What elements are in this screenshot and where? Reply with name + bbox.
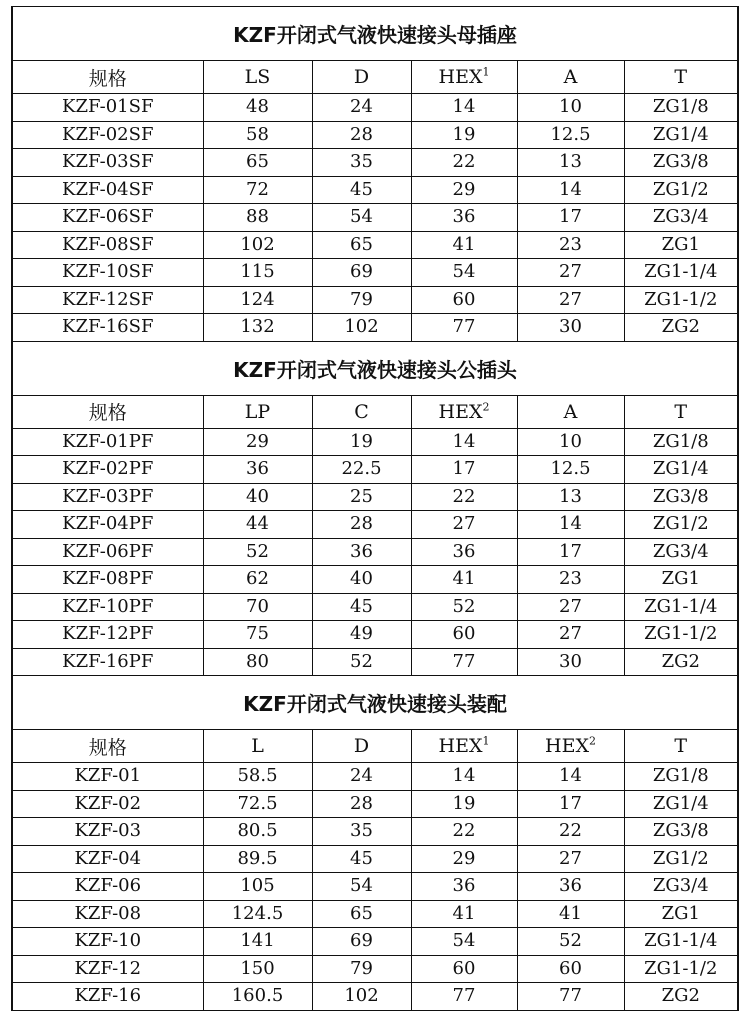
column-header (12, 395, 203, 428)
table-row (12, 566, 738, 594)
model-cell: KZF-02 (12, 790, 203, 818)
column-header-superscript: 2 (482, 400, 490, 414)
value-cell: 10 (517, 94, 624, 122)
value-cell: ZG1-1/4 (624, 593, 738, 621)
value-cell: ZG1-1/2 (624, 955, 738, 983)
value-cell: 41 (411, 231, 517, 259)
value-cell: 75 (203, 621, 312, 649)
value-cell: 44 (203, 511, 312, 539)
table-row (12, 983, 738, 1011)
column-header-superscript: 2 (588, 734, 596, 748)
value-cell: ZG1/8 (624, 428, 738, 456)
value-cell: 102 (203, 231, 312, 259)
value-cell: 19 (312, 428, 411, 456)
value-cell: ZG2 (624, 983, 738, 1011)
value-cell: ZG1/4 (624, 121, 738, 149)
value-cell: 89.5 (203, 845, 312, 873)
model-cell: KZF-08PF (12, 566, 203, 594)
value-cell: 28 (312, 790, 411, 818)
value-cell: 14 (517, 511, 624, 539)
model-cell: KZF-01 (12, 763, 203, 791)
column-header (203, 730, 312, 763)
value-cell: 52 (411, 593, 517, 621)
value-cell: 54 (312, 204, 411, 232)
value-cell: 23 (517, 231, 624, 259)
value-cell: 58.5 (203, 763, 312, 791)
value-cell: 17 (517, 538, 624, 566)
value-cell: 54 (411, 928, 517, 956)
value-cell: 60 (411, 286, 517, 314)
column-header-label: A (563, 400, 578, 423)
column-header-superscript: 1 (482, 65, 490, 79)
column-header (411, 395, 517, 428)
value-cell: 52 (312, 648, 411, 676)
value-cell: ZG1-1/2 (624, 286, 738, 314)
value-cell: ZG2 (624, 314, 738, 342)
model-cell: KZF-16SF (12, 314, 203, 342)
value-cell: 40 (203, 483, 312, 511)
value-cell: 80 (203, 648, 312, 676)
value-cell: 19 (411, 790, 517, 818)
value-cell: 60 (411, 621, 517, 649)
column-header (312, 395, 411, 428)
column-header-label: HEX (438, 735, 483, 757)
value-cell: 36 (411, 538, 517, 566)
value-cell: ZG1 (624, 566, 738, 594)
value-cell: 80.5 (203, 818, 312, 846)
model-cell: KZF-04PF (12, 511, 203, 539)
value-cell: ZG1/8 (624, 763, 738, 791)
column-header (624, 395, 738, 428)
value-cell: 65 (312, 231, 411, 259)
column-header-label: LP (244, 400, 271, 423)
value-cell: 48 (203, 94, 312, 122)
header-row (12, 395, 738, 428)
value-cell: 14 (517, 763, 624, 791)
value-cell: 62 (203, 566, 312, 594)
value-cell: 45 (312, 176, 411, 204)
value-cell: 28 (312, 511, 411, 539)
model-cell: KZF-03PF (12, 483, 203, 511)
value-cell: ZG1/2 (624, 176, 738, 204)
table-row (12, 790, 738, 818)
value-cell: 41 (411, 566, 517, 594)
table-row (12, 818, 738, 846)
value-cell: 41 (411, 900, 517, 928)
table-row (12, 873, 738, 901)
value-cell: ZG3/4 (624, 538, 738, 566)
value-cell: 23 (517, 566, 624, 594)
column-header-label: T (674, 400, 688, 423)
value-cell: 29 (411, 845, 517, 873)
value-cell: 10 (517, 428, 624, 456)
section-title: KZF开闭式气液快速接头母插座 (12, 7, 738, 61)
model-cell: KZF-04 (12, 845, 203, 873)
column-header (203, 61, 312, 94)
value-cell: ZG1-1/4 (624, 259, 738, 287)
column-header-label: HEX (438, 66, 483, 88)
column-header (624, 61, 738, 94)
value-cell: ZG1 (624, 231, 738, 259)
value-cell: 72 (203, 176, 312, 204)
value-cell: 105 (203, 873, 312, 901)
table-row (12, 204, 738, 232)
value-cell: 54 (411, 259, 517, 287)
value-cell: 24 (312, 763, 411, 791)
value-cell: ZG1 (624, 900, 738, 928)
table-row (12, 483, 738, 511)
table-row (12, 94, 738, 122)
value-cell: 79 (312, 286, 411, 314)
column-header (312, 730, 411, 763)
model-cell: KZF-08SF (12, 231, 203, 259)
column-header-label: HEX (545, 735, 589, 757)
value-cell: 13 (517, 149, 624, 177)
value-cell: 35 (312, 818, 411, 846)
model-cell: KZF-01SF (12, 94, 203, 122)
value-cell: 36 (411, 873, 517, 901)
model-cell: KZF-12SF (12, 286, 203, 314)
value-cell: 14 (411, 428, 517, 456)
table-row (12, 763, 738, 791)
spec-table (11, 6, 739, 1011)
value-cell: 36 (411, 204, 517, 232)
value-cell: 141 (203, 928, 312, 956)
column-header (411, 730, 517, 763)
value-cell: 30 (517, 314, 624, 342)
value-cell: 17 (517, 204, 624, 232)
value-cell: 30 (517, 648, 624, 676)
value-cell: ZG1-1/2 (624, 621, 738, 649)
section-title: KZF开闭式气液快速接头装配 (12, 676, 738, 730)
spec-sheet (11, 6, 737, 1011)
column-header (203, 395, 312, 428)
value-cell: 29 (411, 176, 517, 204)
value-cell: 27 (517, 621, 624, 649)
model-cell: KZF-08 (12, 900, 203, 928)
table-row (12, 121, 738, 149)
model-cell: KZF-06 (12, 873, 203, 901)
value-cell: 36 (517, 873, 624, 901)
value-cell: 22 (517, 818, 624, 846)
table-row (12, 955, 738, 983)
header-row (12, 61, 738, 94)
value-cell: 22 (411, 483, 517, 511)
table-row (12, 511, 738, 539)
column-header-superscript: 1 (482, 734, 490, 748)
value-cell: 45 (312, 845, 411, 873)
value-cell: ZG1/2 (624, 845, 738, 873)
value-cell: ZG1/2 (624, 511, 738, 539)
value-cell: 13 (517, 483, 624, 511)
table-row (12, 314, 738, 342)
value-cell: 14 (411, 94, 517, 122)
value-cell: 28 (312, 121, 411, 149)
value-cell: 12.5 (517, 121, 624, 149)
column-header (517, 61, 624, 94)
section-title-row (12, 676, 738, 730)
value-cell: ZG1/8 (624, 94, 738, 122)
column-header (517, 730, 624, 763)
model-cell: KZF-01PF (12, 428, 203, 456)
table-row (12, 648, 738, 676)
value-cell: 79 (312, 955, 411, 983)
model-cell: KZF-12 (12, 955, 203, 983)
column-header-label: HEX (438, 400, 483, 423)
section-title: KZF开闭式气液快速接头公插头 (12, 341, 738, 395)
column-header (624, 730, 738, 763)
value-cell: 27 (517, 286, 624, 314)
model-cell: KZF-16 (12, 983, 203, 1011)
value-cell: 40 (312, 566, 411, 594)
value-cell: 58 (203, 121, 312, 149)
value-cell: 36 (312, 538, 411, 566)
value-cell: 27 (517, 845, 624, 873)
value-cell: 160.5 (203, 983, 312, 1011)
value-cell: 102 (312, 983, 411, 1011)
table-row (12, 176, 738, 204)
value-cell: 41 (517, 900, 624, 928)
value-cell: ZG3/4 (624, 873, 738, 901)
column-header (312, 61, 411, 94)
value-cell: 69 (312, 259, 411, 287)
value-cell: ZG1-1/4 (624, 928, 738, 956)
value-cell: ZG3/8 (624, 149, 738, 177)
value-cell: ZG1/4 (624, 456, 738, 484)
value-cell: ZG3/8 (624, 483, 738, 511)
value-cell: 70 (203, 593, 312, 621)
value-cell: 77 (411, 983, 517, 1011)
model-cell: KZF-03 (12, 818, 203, 846)
value-cell: 115 (203, 259, 312, 287)
column-header-label: 规格 (88, 67, 127, 90)
value-cell: 14 (411, 763, 517, 791)
column-header-label: D (353, 735, 370, 757)
column-header (517, 395, 624, 428)
value-cell: 132 (203, 314, 312, 342)
table-row (12, 428, 738, 456)
table-row (12, 259, 738, 287)
value-cell: 77 (411, 314, 517, 342)
value-cell: ZG2 (624, 648, 738, 676)
value-cell: 65 (203, 149, 312, 177)
value-cell: 54 (312, 873, 411, 901)
value-cell: 124 (203, 286, 312, 314)
column-header-label: 规格 (88, 402, 127, 424)
value-cell: 25 (312, 483, 411, 511)
value-cell: 29 (203, 428, 312, 456)
model-cell: KZF-16PF (12, 648, 203, 676)
value-cell: 60 (411, 955, 517, 983)
column-header-label: D (353, 66, 370, 88)
value-cell: 52 (517, 928, 624, 956)
model-cell: KZF-04SF (12, 176, 203, 204)
model-cell: KZF-10PF (12, 593, 203, 621)
column-header (12, 61, 203, 94)
value-cell: 22 (411, 149, 517, 177)
table-row (12, 286, 738, 314)
section-title-row (12, 7, 738, 61)
value-cell: 14 (517, 176, 624, 204)
spec-table-body (12, 7, 738, 1011)
value-cell: 60 (517, 955, 624, 983)
value-cell: 27 (411, 511, 517, 539)
value-cell: 17 (517, 790, 624, 818)
value-cell: 22.5 (312, 456, 411, 484)
model-cell: KZF-12PF (12, 621, 203, 649)
value-cell: 27 (517, 259, 624, 287)
value-cell: 27 (517, 593, 624, 621)
value-cell: 12.5 (517, 456, 624, 484)
model-cell: KZF-10SF (12, 259, 203, 287)
table-row (12, 900, 738, 928)
table-row (12, 593, 738, 621)
value-cell: 22 (411, 818, 517, 846)
table-row (12, 538, 738, 566)
value-cell: 24 (312, 94, 411, 122)
model-cell: KZF-10 (12, 928, 203, 956)
column-header-label: C (354, 400, 369, 423)
table-row (12, 231, 738, 259)
column-header-label: T (674, 735, 688, 757)
value-cell: 72.5 (203, 790, 312, 818)
section-title-row (12, 341, 738, 395)
value-cell: 65 (312, 900, 411, 928)
value-cell: ZG1/4 (624, 790, 738, 818)
value-cell: 49 (312, 621, 411, 649)
column-header (411, 61, 517, 94)
table-row (12, 845, 738, 873)
column-header-label: T (674, 66, 688, 88)
model-cell: KZF-02SF (12, 121, 203, 149)
value-cell: ZG3/4 (624, 204, 738, 232)
value-cell: 19 (411, 121, 517, 149)
value-cell: 52 (203, 538, 312, 566)
column-header-label: LS (244, 66, 271, 88)
value-cell: 36 (203, 456, 312, 484)
value-cell: 88 (203, 204, 312, 232)
model-cell: KZF-06SF (12, 204, 203, 232)
value-cell: 124.5 (203, 900, 312, 928)
table-row (12, 928, 738, 956)
column-header (12, 730, 203, 763)
value-cell: 45 (312, 593, 411, 621)
column-header-label: L (251, 735, 264, 757)
value-cell: 17 (411, 456, 517, 484)
value-cell: ZG3/8 (624, 818, 738, 846)
table-row (12, 456, 738, 484)
table-row (12, 149, 738, 177)
value-cell: 77 (517, 983, 624, 1011)
header-row (12, 730, 738, 763)
value-cell: 35 (312, 149, 411, 177)
value-cell: 150 (203, 955, 312, 983)
model-cell: KZF-06PF (12, 538, 203, 566)
column-header-label: A (563, 66, 578, 88)
value-cell: 77 (411, 648, 517, 676)
column-header-label: 规格 (88, 736, 127, 759)
value-cell: 69 (312, 928, 411, 956)
model-cell: KZF-02PF (12, 456, 203, 484)
table-row (12, 621, 738, 649)
model-cell: KZF-03SF (12, 149, 203, 177)
value-cell: 102 (312, 314, 411, 342)
